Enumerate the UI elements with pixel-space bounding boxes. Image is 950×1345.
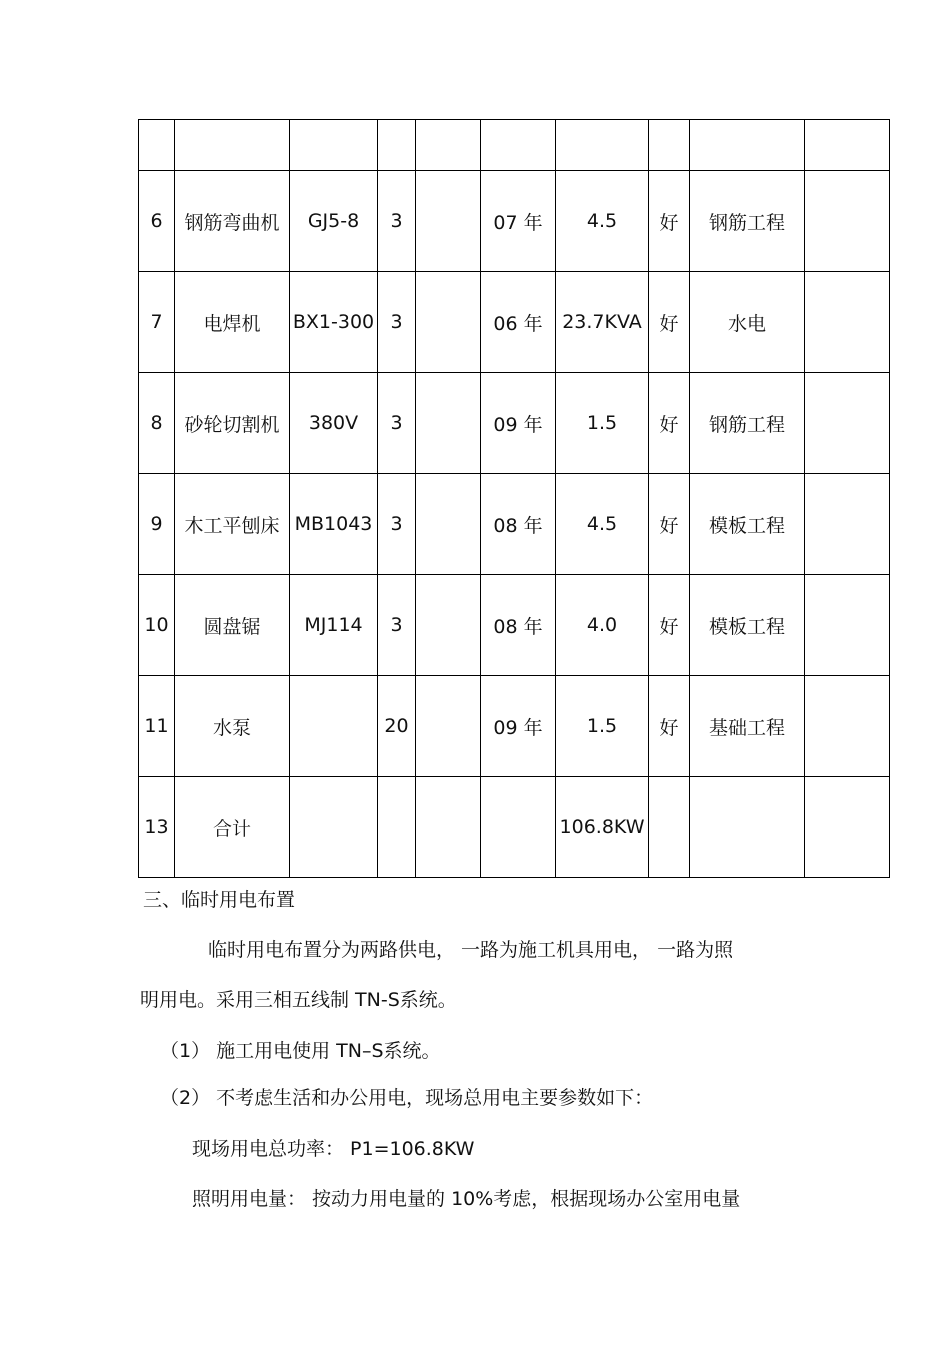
table-cell	[805, 171, 890, 272]
table-cell: 1.5	[556, 676, 649, 777]
table-cell: 好	[649, 171, 690, 272]
table-cell	[139, 120, 175, 171]
table-row	[139, 575, 890, 676]
table-cell: 好	[649, 676, 690, 777]
list-item-2: （2） 不考虑生活和办公用电，现场总用电主要参数如下：	[160, 1087, 654, 1109]
table-cell: 09 年	[481, 676, 556, 777]
table-cell	[649, 777, 690, 878]
table-cell	[416, 272, 481, 373]
table-cell	[805, 272, 890, 373]
table-cell	[290, 676, 378, 777]
table-cell: 3	[378, 474, 416, 575]
table-cell	[805, 575, 890, 676]
table-row	[139, 272, 890, 373]
equipment-table	[138, 119, 890, 878]
table-cell	[805, 676, 890, 777]
table-cell: 木工平刨床	[175, 474, 290, 575]
table-cell: 106.8KW	[556, 777, 649, 878]
table-cell: 好	[649, 575, 690, 676]
table-cell: 水电	[690, 272, 805, 373]
table-cell: 砂轮切割机	[175, 373, 290, 474]
table-row	[139, 676, 890, 777]
table-cell: 3	[378, 272, 416, 373]
table-cell: 1.5	[556, 373, 649, 474]
total-power-line: 现场用电总功率： P1=106.8KW	[192, 1138, 475, 1160]
table-cell	[805, 373, 890, 474]
table-cell: MJ114	[290, 575, 378, 676]
table-cell	[416, 373, 481, 474]
table-cell: 好	[649, 474, 690, 575]
table-cell: MB1043	[290, 474, 378, 575]
table-cell	[416, 777, 481, 878]
table-cell	[690, 120, 805, 171]
table-cell: 好	[649, 272, 690, 373]
table-cell: 4.0	[556, 575, 649, 676]
table-cell: 3	[378, 575, 416, 676]
table-cell	[416, 575, 481, 676]
table-cell: 钢筋弯曲机	[175, 171, 290, 272]
table-cell: GJ5-8	[290, 171, 378, 272]
table-cell	[805, 474, 890, 575]
table-cell: 钢筋工程	[690, 171, 805, 272]
table-cell: 13	[139, 777, 175, 878]
table-cell: 9	[139, 474, 175, 575]
table-cell	[481, 777, 556, 878]
table-cell: 基础工程	[690, 676, 805, 777]
table-cell: 电焊机	[175, 272, 290, 373]
table-cell: 7	[139, 272, 175, 373]
table-cell: 06 年	[481, 272, 556, 373]
table-cell: 圆盘锯	[175, 575, 290, 676]
list-item-1: （1） 施工用电使用 TN–S系统。	[160, 1040, 441, 1062]
section-heading: 三、临时用电布置	[143, 889, 296, 911]
table-cell: 07 年	[481, 171, 556, 272]
lighting-power-line: 照明用电量： 按动力用电量的 10%考虑，根据现场办公室用电量	[192, 1188, 741, 1210]
table-cell: 4.5	[556, 171, 649, 272]
table-cell: 3	[378, 171, 416, 272]
table-cell	[378, 777, 416, 878]
table-row	[139, 474, 890, 575]
table-cell: 10	[139, 575, 175, 676]
table-row	[139, 777, 890, 878]
table-cell	[416, 120, 481, 171]
table-cell: 20	[378, 676, 416, 777]
table-cell	[805, 120, 890, 171]
table-cell	[416, 474, 481, 575]
table-cell: BX1-300	[290, 272, 378, 373]
table-row	[139, 373, 890, 474]
table-cell	[481, 120, 556, 171]
table-cell	[690, 777, 805, 878]
paragraph-line-1: 临时用电布置分为两路供电， 一路为施工机具用电， 一路为照	[208, 939, 734, 961]
table-cell: 08 年	[481, 474, 556, 575]
table-cell: 4.5	[556, 474, 649, 575]
table-cell: 3	[378, 373, 416, 474]
table-cell: 23.7KVA	[556, 272, 649, 373]
table-cell	[290, 777, 378, 878]
table-cell	[416, 676, 481, 777]
table-cell: 好	[649, 373, 690, 474]
table-row	[139, 171, 890, 272]
table-cell: 6	[139, 171, 175, 272]
table-cell: 模板工程	[690, 474, 805, 575]
table-cell: 水泵	[175, 676, 290, 777]
table-cell	[175, 120, 290, 171]
table-cell	[290, 120, 378, 171]
table-cell	[416, 171, 481, 272]
table-cell: 08 年	[481, 575, 556, 676]
table-cell: 380V	[290, 373, 378, 474]
table-cell	[805, 777, 890, 878]
table-row	[139, 120, 890, 171]
table-cell	[556, 120, 649, 171]
paragraph-line-2: 明用电。采用三相五线制 TN-S系统。	[140, 989, 457, 1011]
table-cell: 11	[139, 676, 175, 777]
table-cell	[378, 120, 416, 171]
table-cell: 模板工程	[690, 575, 805, 676]
table-cell: 合计	[175, 777, 290, 878]
table-cell: 钢筋工程	[690, 373, 805, 474]
table-cell: 09 年	[481, 373, 556, 474]
table-cell: 8	[139, 373, 175, 474]
table-cell	[649, 120, 690, 171]
